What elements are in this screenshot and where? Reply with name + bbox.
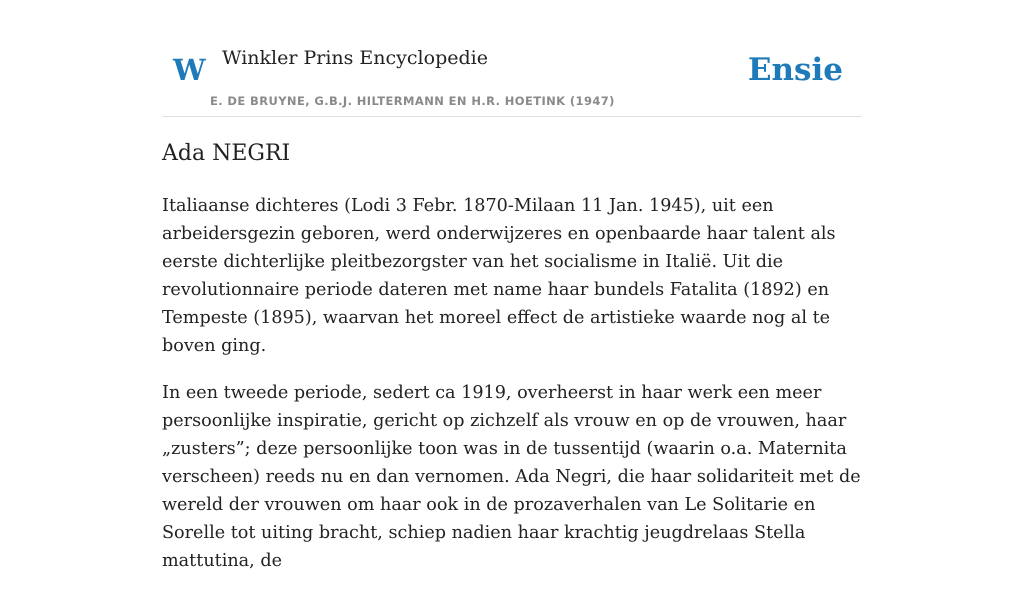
article-paragraph-2: In een tweede periode, sedert ca 1919, overheerst in haar werk een meer persoonlijke inspiratie, gericht op zichzelf als vrouw en op de vrouwen, haar „zusters”; deze persoonlijke toon was in de tussentijd (waarin o.a. Maternita verscheen) reeds nu en dan vernomen. Ada Negri, die haar solidariteit met de wereld der vrouwen om haar ook in de prozaverhalen van Le Solitarie en Sorelle tot uiting bracht, schiep nadien haar krachtig jeugdrelaas Stella mattutina, de — [162, 383, 861, 571]
article-title: Ada NEGRI — [162, 141, 291, 166]
article-body — [162, 192, 864, 594]
ensie-brand-link[interactable]: Ensie — [747, 52, 843, 88]
article-paragraph-1: Italiaanse dichteres (Lodi 3 Febr. 1870-Milaan 11 Jan. 1945), uit een arbeidersgezin geboren, werd onderwijzeres en openbaarde haar talent als eerste dichterlijke pleitbezorgster van het socialisme in Italië. Uit die revolutionnaire periode dateren met name haar bundels Fatalita (1892) en Tempeste (1895), waarvan het moreel effect de artistieke waarde nog al te boven ging. — [162, 196, 836, 356]
source-authors: E. DE BRUYNE, G.B.J. HILTERMANN EN H.R. HOETINK (1947) — [210, 94, 615, 108]
winkler-prins-logo-icon[interactable]: W — [173, 53, 206, 87]
source-title[interactable]: Winkler Prins Encyclopedie — [222, 47, 488, 69]
source-header — [162, 40, 862, 117]
